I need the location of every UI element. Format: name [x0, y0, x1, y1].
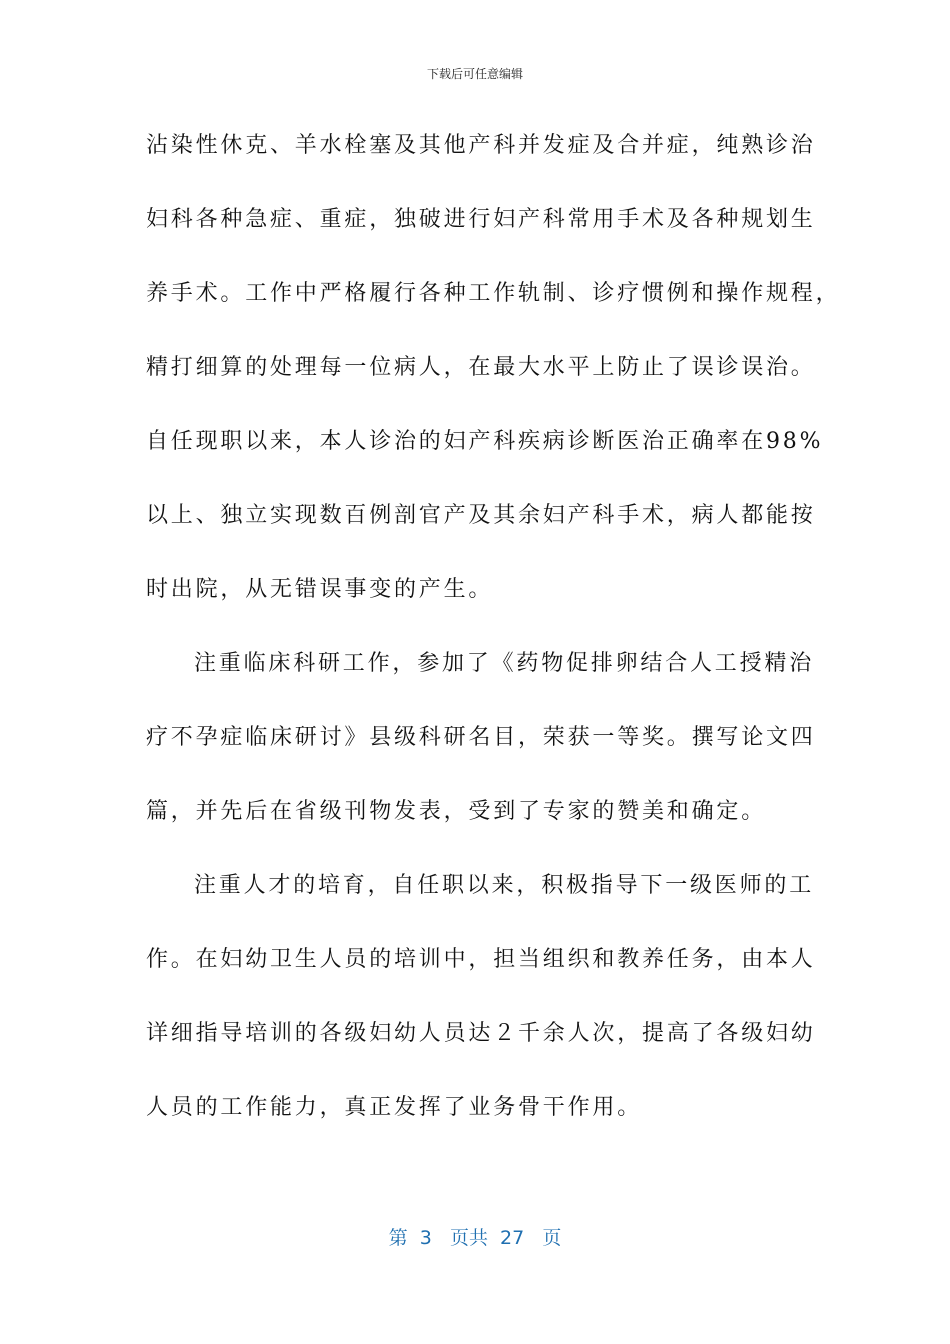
page-label-prefix: 第	[388, 1227, 408, 1249]
page-header: 下载后可任意编辑	[426, 67, 523, 81]
text-line: 详细指导培训的各级妇幼人员达２千余人次，提高了各级妇幼	[146, 1021, 816, 1046]
paragraph-first-line: 注重临床科研工作，参加了《药物促排卵结合人工授精治	[194, 651, 815, 676]
text-line: 疗不孕症临床研讨》县级科研名目，荣获一等奖。撰写论文四	[146, 725, 816, 750]
current-page-number: 3	[419, 1227, 432, 1249]
total-pages-number: 27	[500, 1227, 525, 1249]
text-line: 篇，并先后在省级刊物发表，受到了专家的赞美和确定。	[146, 799, 767, 824]
text-line: 妇科各种急症、重症，独破进行妇产科常用手术及各种规划生	[146, 207, 816, 232]
page-label-suffix: 页	[542, 1227, 562, 1249]
text-line: 人员的工作能力，真正发挥了业务骨干作用。	[146, 1095, 643, 1120]
text-line: 养手术。工作中严格履行各种工作轨制、诊疗惯例和操作规程，	[146, 281, 841, 306]
text-line: 精打细算的处理每一位病人，在最大水平上防止了误诊误治。	[146, 355, 816, 380]
text-line: 以上、独立实现数百例剖官产及其余妇产科手术，病人都能按	[146, 503, 816, 528]
document-body	[146, 126, 841, 1162]
page-footer	[0, 1224, 950, 1252]
paragraph-first-line: 注重人才的培育，自任职以来，积极指导下一级医师的工	[194, 873, 815, 898]
text-line: 自任现职以来，本人诊治的妇产科疾病诊断医治正确率在98%	[146, 429, 824, 454]
page-label-middle: 页共	[449, 1227, 488, 1249]
text-line: 时出院，从无错误事变的产生。	[146, 577, 494, 602]
text-line: 沾染性休克、羊水栓塞及其他产科并发症及合并症，纯熟诊治	[146, 133, 816, 158]
text-line: 作。在妇幼卫生人员的培训中，担当组织和教养任务，由本人	[146, 947, 816, 972]
